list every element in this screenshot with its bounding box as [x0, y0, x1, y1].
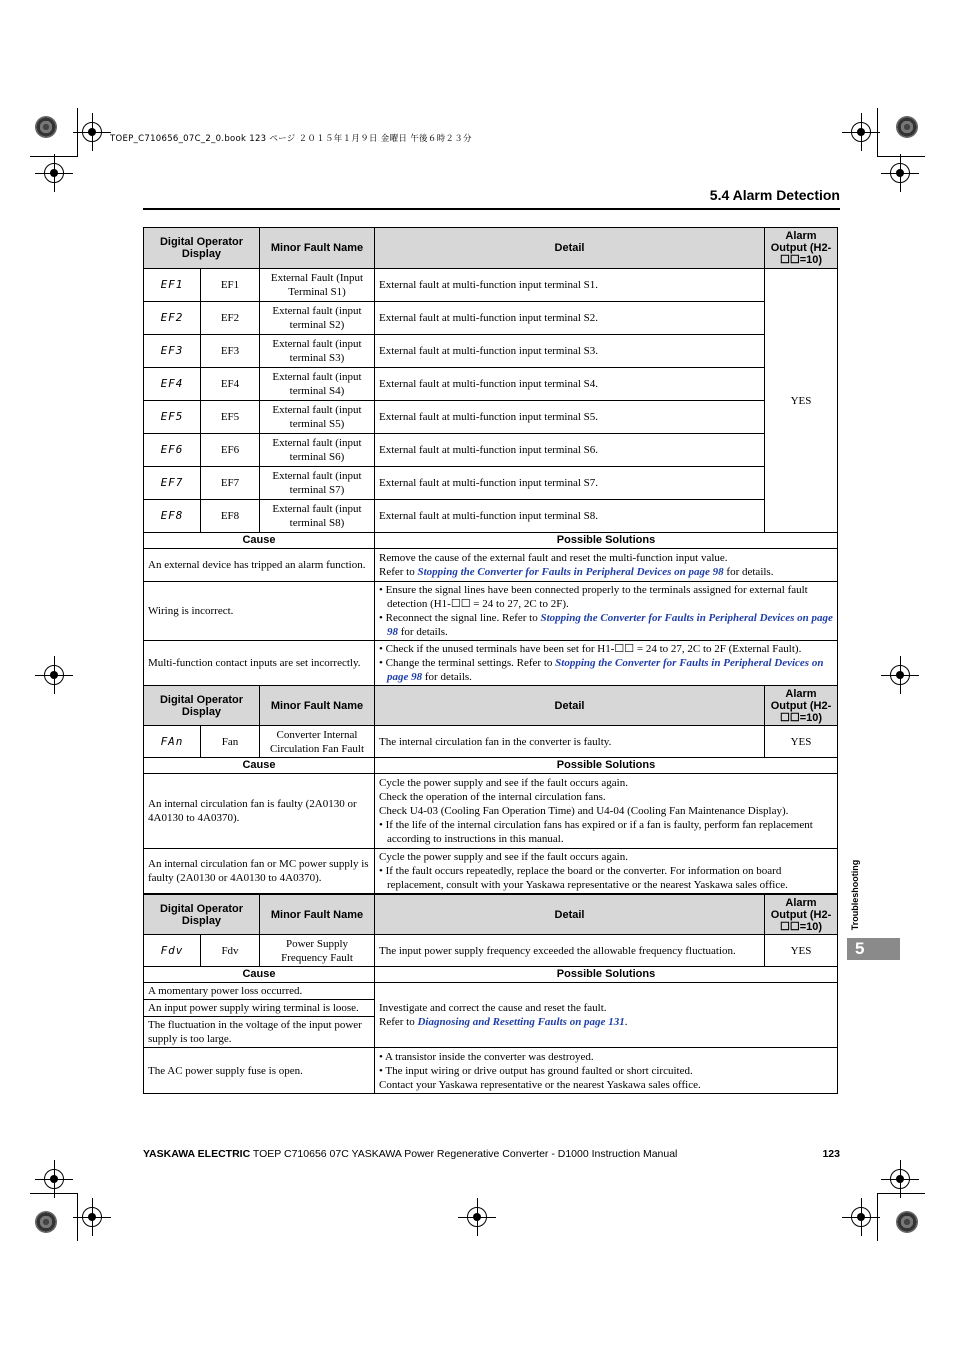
solution-bullet: • Ensure the signal lines have been connected properly to the terminals assigned for external fault detection (H1-☐☐ = 24 to 27, 2C to 2F).: [379, 584, 808, 610]
header-alarm: Alarm Output (H2-☐☐=10): [765, 228, 838, 269]
fault-detail: The internal circulation fan in the converter is faulty.: [375, 726, 765, 758]
solution-suffix: .: [624, 1016, 628, 1028]
solution-line: Cycle the power supply and see if the fault occurs again.: [379, 777, 628, 789]
solution-line: Contact your Yaskawa representative or the nearest Yaskawa sales office.: [379, 1078, 701, 1091]
registration-disc-icon: [35, 1211, 57, 1233]
chapter-side-label: [840, 855, 870, 935]
table-row: [144, 582, 838, 641]
page-number: 123: [822, 1148, 840, 1160]
registration-mark-icon: [82, 122, 102, 142]
fault-code: EF8: [201, 500, 260, 533]
fault-code: EF2: [201, 302, 260, 335]
cause-text: An internal circulation fan or MC power supply is faulty (2A0130 or 4A0130 to 4A0370).: [144, 849, 375, 894]
fault-code: EF6: [201, 434, 260, 467]
book-info: TOEP_C710656_07C_2_0.book 123 ページ ２０１５年１月９日 金曜日 午後６時２３分: [110, 134, 472, 144]
fault-name: External fault (input terminal S2): [260, 302, 375, 335]
table-row: [144, 269, 838, 302]
crop-mark: [877, 1193, 925, 1194]
solution-line: [379, 1015, 833, 1029]
alarm-output: YES: [765, 935, 838, 967]
solution-text: [375, 1048, 838, 1094]
solution-line: Cycle the power supply and see if the fault occurs again.: [379, 851, 628, 863]
fault-name: External fault (input terminal S3): [260, 335, 375, 368]
section-title: 5.4 Alarm Detection: [709, 187, 840, 203]
table-row: [144, 549, 838, 582]
cause-text: The fluctuation in the voltage of the input power supply is too large.: [144, 1017, 375, 1048]
table-row: [144, 641, 838, 686]
fault-detail: External fault at multi-function input terminal S4.: [375, 368, 765, 401]
registration-disc-icon: [896, 1211, 918, 1233]
solutions-header: Possible Solutions: [375, 967, 838, 983]
reference-link[interactable]: Stopping the Converter for Faults in Peripheral Devices on page 98: [417, 566, 724, 578]
registration-mark-icon: [44, 665, 64, 685]
fault-detail: External fault at multi-function input terminal S2.: [375, 302, 765, 335]
fault-name: External fault (input terminal S5): [260, 401, 375, 434]
fault-code: EF1: [201, 269, 260, 302]
fault-name: Power Supply Frequency Fault: [260, 935, 375, 967]
registration-mark-icon: [44, 1169, 64, 1189]
solution-line: Check U4-03 (Cooling Fan Operation Time) and U4-04 (Cooling Fan Maintenance Display).: [379, 805, 789, 817]
header-name: Minor Fault Name: [260, 228, 375, 269]
fault-detail: External fault at multi-function input terminal S6.: [375, 434, 765, 467]
header-alarm: Alarm Output (H2-☐☐=10): [765, 686, 838, 726]
cause-text: The AC power supply fuse is open.: [144, 1048, 375, 1094]
solutions-header: Possible Solutions: [375, 533, 838, 549]
registration-mark-icon: [890, 1169, 910, 1189]
header-name: Minor Fault Name: [260, 895, 375, 935]
registration-mark-icon: [44, 163, 64, 183]
cause-header: Cause: [144, 967, 375, 983]
fault-detail: External fault at multi-function input terminal S1.: [375, 269, 765, 302]
ef-fault-table: [143, 227, 838, 686]
table-row: [144, 500, 838, 533]
table-row: [144, 983, 838, 1000]
cause-text: Multi-function contact inputs are set incorrectly.: [144, 641, 375, 686]
chapter-label: Troubleshooting: [850, 859, 860, 931]
solution-text: [375, 549, 838, 582]
solution-suffix: for details.: [398, 626, 448, 638]
cause-text: An internal circulation fan is faulty (2A0130 or 4A0130 to 4A0370).: [144, 774, 375, 849]
registration-disc-icon: [35, 116, 57, 138]
registration-mark-icon: [851, 1207, 871, 1227]
header-name: Minor Fault Name: [260, 686, 375, 726]
solution-line: Investigate and correct the cause and reset the fault.: [379, 1002, 607, 1014]
header-display: Digital Operator Display: [144, 228, 260, 269]
fault-detail: External fault at multi-function input terminal S8.: [375, 500, 765, 533]
solution-text: [375, 849, 838, 894]
solution-text: [375, 582, 838, 641]
fault-name: External fault (input terminal S8): [260, 500, 375, 533]
cause-text: An external device has tripped an alarm function.: [144, 549, 375, 582]
alarm-output: YES: [765, 726, 838, 758]
solution-bullet: • Check if the unused terminals have been set for H1-☐☐ = 24 to 27, 2C to 2F (External Fault).: [379, 643, 802, 655]
footer-text: [143, 1148, 677, 1160]
table-row: [144, 401, 838, 434]
registration-mark-icon: [890, 163, 910, 183]
header-display: Digital Operator Display: [144, 686, 260, 726]
solution-prefix: Refer to: [379, 1016, 418, 1028]
fault-detail: The input power supply frequency exceeded the allowable frequency fluctuation.: [375, 935, 765, 967]
segment-display: EF3: [144, 335, 201, 368]
table-row: [144, 467, 838, 500]
solution-line: Remove the cause of the external fault and reset the multi-function input value.: [379, 552, 728, 564]
solution-bullet: • If the life of the internal circulation fans has expired or if a fan is faulty, perform fan replacement according to instructions in this manual.: [379, 819, 813, 845]
registration-mark-icon: [467, 1207, 487, 1227]
solution-text: [375, 641, 838, 686]
registration-mark-icon: [82, 1207, 102, 1227]
segment-display: Fdv: [144, 935, 201, 967]
fault-name: External fault (input terminal S6): [260, 434, 375, 467]
solution-prefix: • Change the terminal settings. Refer to: [379, 657, 556, 669]
solution-line: Check the operation of the internal circulation fans.: [379, 791, 606, 803]
fault-code: EF4: [201, 368, 260, 401]
fault-code: EF7: [201, 467, 260, 500]
segment-display: FAn: [144, 726, 201, 758]
header-rule: [143, 208, 840, 210]
solution-suffix: for details.: [723, 566, 774, 578]
table-row: [144, 774, 838, 849]
solution-line: [379, 565, 833, 579]
alarm-output: YES: [765, 269, 838, 533]
table-row: [144, 849, 838, 894]
segment-display: EF2: [144, 302, 201, 335]
chapter-tab[interactable]: 5: [847, 938, 900, 960]
segment-display: EF5: [144, 401, 201, 434]
solution-suffix: for details.: [422, 671, 472, 683]
registration-disc-icon: [896, 116, 918, 138]
header-detail: Detail: [375, 228, 765, 269]
solution-bullet: • The input wiring or drive output has ground faulted or short circuited.: [379, 1064, 693, 1077]
table-row: [144, 1048, 838, 1094]
fault-detail: External fault at multi-function input terminal S7.: [375, 467, 765, 500]
reference-link[interactable]: Diagnosing and Resetting Faults on page 131: [417, 1016, 625, 1028]
segment-display: EF6: [144, 434, 201, 467]
table-row: [144, 434, 838, 467]
fdv-fault-table: [143, 894, 838, 1094]
table-row: [144, 368, 838, 401]
cause-header: Cause: [144, 533, 375, 549]
solution-text: [375, 983, 838, 1048]
fault-code: Fan: [201, 726, 260, 758]
solution-text: [375, 774, 838, 849]
fault-code: Fdv: [201, 935, 260, 967]
cause-text: Wiring is incorrect.: [144, 582, 375, 641]
fault-code: EF5: [201, 401, 260, 434]
cause-header: Cause: [144, 758, 375, 774]
fault-detail: External fault at multi-function input terminal S3.: [375, 335, 765, 368]
fault-name: External Fault (Input Terminal S1): [260, 269, 375, 302]
segment-display: EF1: [144, 269, 201, 302]
solutions-header: Possible Solutions: [375, 758, 838, 774]
header-display: Digital Operator Display: [144, 895, 260, 935]
fault-name: Converter Internal Circulation Fan Fault: [260, 726, 375, 758]
fan-fault-table: [143, 685, 838, 894]
header-detail: Detail: [375, 895, 765, 935]
solution-bullet: • A transistor inside the converter was destroyed.: [379, 1050, 594, 1063]
cause-text: An input power supply wiring terminal is loose.: [144, 1000, 375, 1017]
solution-bullet: [379, 611, 833, 639]
footer-brand: YASKAWA ELECTRIC: [143, 1148, 251, 1160]
footer-doc: TOEP C710656 07C YASKAWA Power Regenerative Converter - D1000 Instruction Manual: [250, 1148, 678, 1160]
segment-display: EF7: [144, 467, 201, 500]
table-row: [144, 302, 838, 335]
solution-prefix: Refer to: [379, 566, 418, 578]
solution-prefix: • Reconnect the signal line. Refer to: [379, 612, 541, 624]
fault-name: External fault (input terminal S7): [260, 467, 375, 500]
reference-link[interactable]: Stopping the Converter for Faults in Peripheral Devices on page 98: [387, 612, 833, 638]
registration-mark-icon: [851, 122, 871, 142]
header-alarm: Alarm Output (H2-☐☐=10): [765, 895, 838, 935]
table-row: [144, 726, 838, 758]
fault-name: External fault (input terminal S4): [260, 368, 375, 401]
segment-display: EF4: [144, 368, 201, 401]
table-row: [144, 335, 838, 368]
solution-bullet: [379, 656, 833, 684]
crop-mark: [877, 156, 925, 157]
fault-code: EF3: [201, 335, 260, 368]
reference-link[interactable]: Stopping the Converter for Faults in Peripheral Devices on page 98: [387, 657, 824, 683]
fault-detail: External fault at multi-function input terminal S5.: [375, 401, 765, 434]
solution-bullet: • If the fault occurs repeatedly, replace the board or the converter. For information on board replacement, consult with your Yaskawa representative or the nearest Yaskawa sales office.: [379, 865, 788, 891]
registration-mark-icon: [890, 665, 910, 685]
segment-display: EF8: [144, 500, 201, 533]
cause-text: A momentary power loss occurred.: [144, 983, 375, 1000]
header-detail: Detail: [375, 686, 765, 726]
table-row: [144, 935, 838, 967]
